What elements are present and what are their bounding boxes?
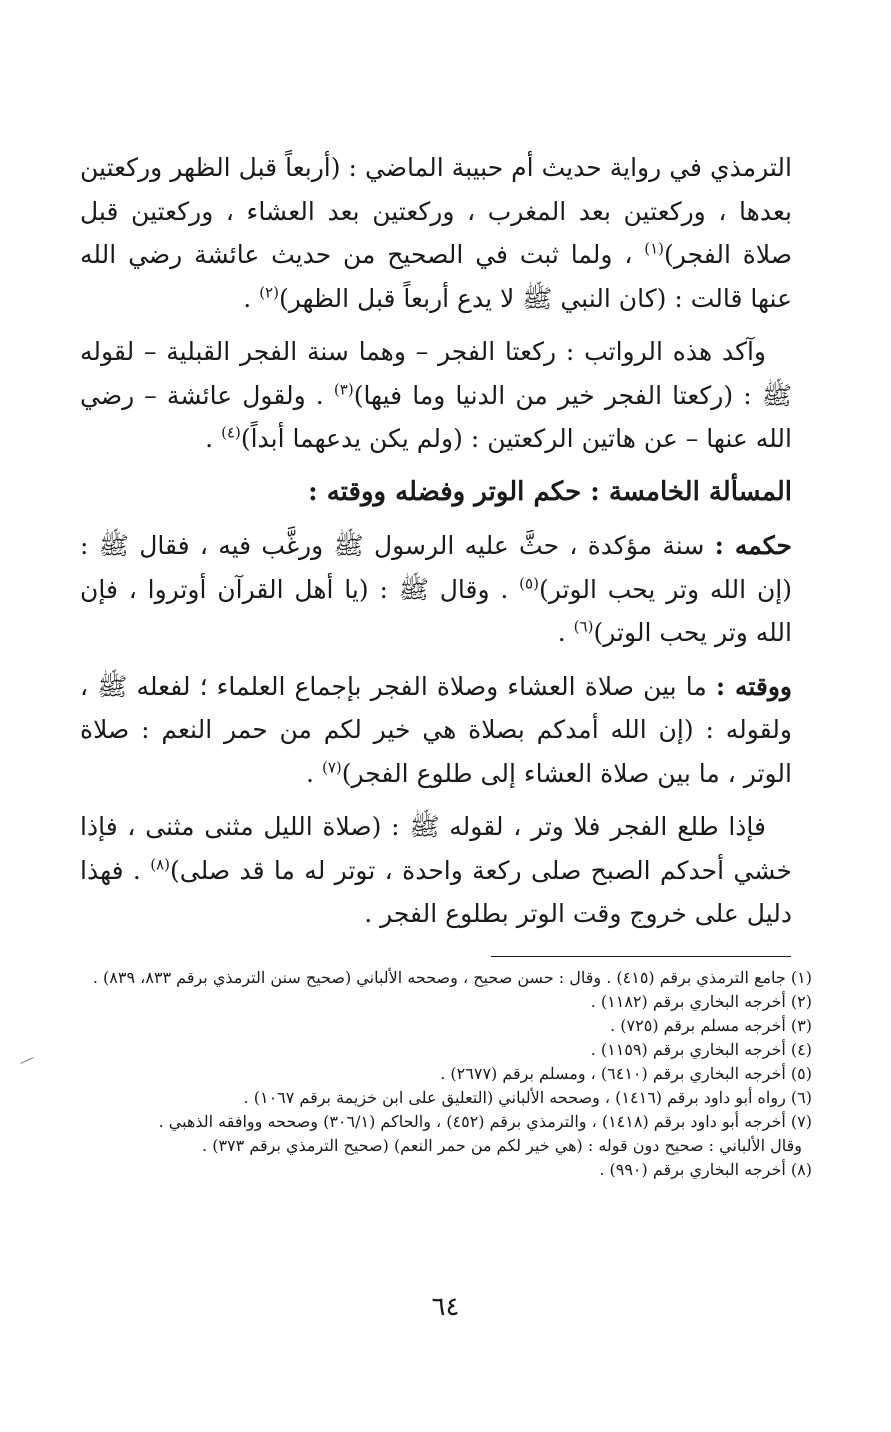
text-run: . bbox=[205, 424, 222, 453]
text-run: . ولقول عائشة – رضي الله عنها – عن هاتين الركعتين : (ولم يكن يدعهما أبداً) bbox=[80, 380, 792, 453]
footnotes bbox=[80, 966, 812, 1182]
footnote-2: (٢) أخرجه البخاري برقم (١١٨٢) . bbox=[590, 992, 812, 1011]
footnote-5: (٥) أخرجه البخاري برقم (٦٤١٠) ، ومسلم برقم (٢٦٧٧) . bbox=[440, 1064, 812, 1083]
lead-term-ruling: حكمه : bbox=[714, 531, 792, 560]
text-run: . bbox=[557, 618, 574, 647]
footnote-1: (١) جامع الترمذي برقم (٤١٥) . وقال : حسن صحيح ، وصححه الألباني (صحيح سنن الترمذي برقم ٨٣٣، ٨٣٩) . bbox=[92, 968, 812, 987]
text-run: . bbox=[306, 758, 322, 788]
text-run: فإذا طلع الفجر فلا وتر ، لقوله ﷺ : (صلاة الليل مثنى مثنى ، فإذا خشي أحدكم الصبح صلى ركعة واحدة ، توتر له ما قد صلى) bbox=[80, 812, 792, 885]
footnote-separator bbox=[491, 956, 791, 957]
paragraph-4 bbox=[80, 665, 792, 796]
text-run: سنة مؤكدة ، حثَّ عليه الرسول ﷺ ورغَّب فيه ، فقال ﷺ : (إن الله وتر يحب الوتر) bbox=[80, 531, 793, 604]
footnote-ref-5[interactable]: (٥) bbox=[519, 574, 539, 593]
paragraph-5 bbox=[80, 805, 792, 936]
text-run: ، ولما ثبت في الصحيح من حديث عائشة رضي الله عنها قالت : (كان النبي ﷺ لا يدع أربعاً قبل الظهر) bbox=[80, 240, 792, 313]
text-run: الترمذي في رواية حديث أم حبيبة الماضي : (أربعاً قبل الظهر وركعتين بعدها ، وركعتين بعد المغرب ، وركعتين بعد العشاء ، وركعتين قبل صلاة الفجر) bbox=[80, 153, 792, 269]
footnote-7: (٧) أخرجه أبو داود برقم (١٤١٨) ، والترمذي برقم (٤٥٢) ، والحاكم (٣٠٦/١) وصححه ووافقه الذهبي . bbox=[158, 1112, 812, 1131]
footnote-ref-6[interactable]: (٦) bbox=[573, 617, 594, 636]
section-heading: المسألة الخامسة : حكم الوتر وفضله ووقته : bbox=[308, 476, 792, 507]
footnote-ref-4[interactable]: (٤) bbox=[221, 423, 241, 442]
footnote-ref-7[interactable]: (٧) bbox=[321, 758, 342, 777]
paragraph-3 bbox=[80, 524, 792, 655]
footnote-ref-2[interactable]: (٢) bbox=[259, 283, 279, 302]
main-text bbox=[80, 146, 792, 946]
paragraph-2 bbox=[80, 330, 792, 461]
footnote-4: (٤) أخرجه البخاري برقم (١١٥٩) . bbox=[590, 1040, 812, 1059]
footnote-ref-8[interactable]: (٨) bbox=[150, 855, 171, 874]
footnote-6: (٦) رواه أبو داود برقم (١٤١٦) ، وصححه الألباني (التعليق على ابن خزيمة برقم ١٠٦٧) . bbox=[243, 1088, 812, 1107]
footnote-8: (٨) أخرجه البخاري برقم (٩٩٠) . bbox=[599, 1160, 812, 1179]
text-run: . وقال ﷺ : (يا أهل القرآن أوتروا ، فإن الله وتر يحب الوتر) bbox=[80, 574, 792, 647]
footnote-ref-3[interactable]: (٣) bbox=[333, 380, 354, 399]
text-run: . فهذا دليل على خروج وقت الوتر بطلوع الفجر . bbox=[80, 855, 792, 928]
margin-mark bbox=[20, 1057, 33, 1064]
lead-term-time: ووقته : bbox=[715, 671, 792, 701]
paragraph-1 bbox=[80, 146, 792, 320]
text-run: . bbox=[243, 283, 260, 313]
footnote-ref-1[interactable]: (١) bbox=[644, 239, 665, 258]
page-number: ٦٤ bbox=[431, 1292, 460, 1322]
footnote-3: (٣) أخرجه مسلم برقم (٧٢٥) . bbox=[610, 1016, 812, 1035]
text-run: ما بين صلاة العشاء وصلاة الفجر بإجماع العلماء ؛ لفعله ﷺ ، ولقوله : (إن الله أمدكم بصلاة هي خير لكم من حمر النعم : صلاة الوتر ، ما بين صلاة العشاء إلى طلوع الفجر) bbox=[80, 671, 792, 788]
footnote-7-continuation: وقال الألباني : صحيح دون قوله : (هي خير لكم من حمر النعم) (صحيح الترمذي برقم ٣٧٣) . bbox=[202, 1136, 802, 1155]
text-run: وآكد هذه الرواتب : ركعتا الفجر – وهما سنة الفجر القبلية – لقوله ﷺ : (ركعتا الفجر خير من الدنيا وما فيها) bbox=[80, 337, 793, 410]
